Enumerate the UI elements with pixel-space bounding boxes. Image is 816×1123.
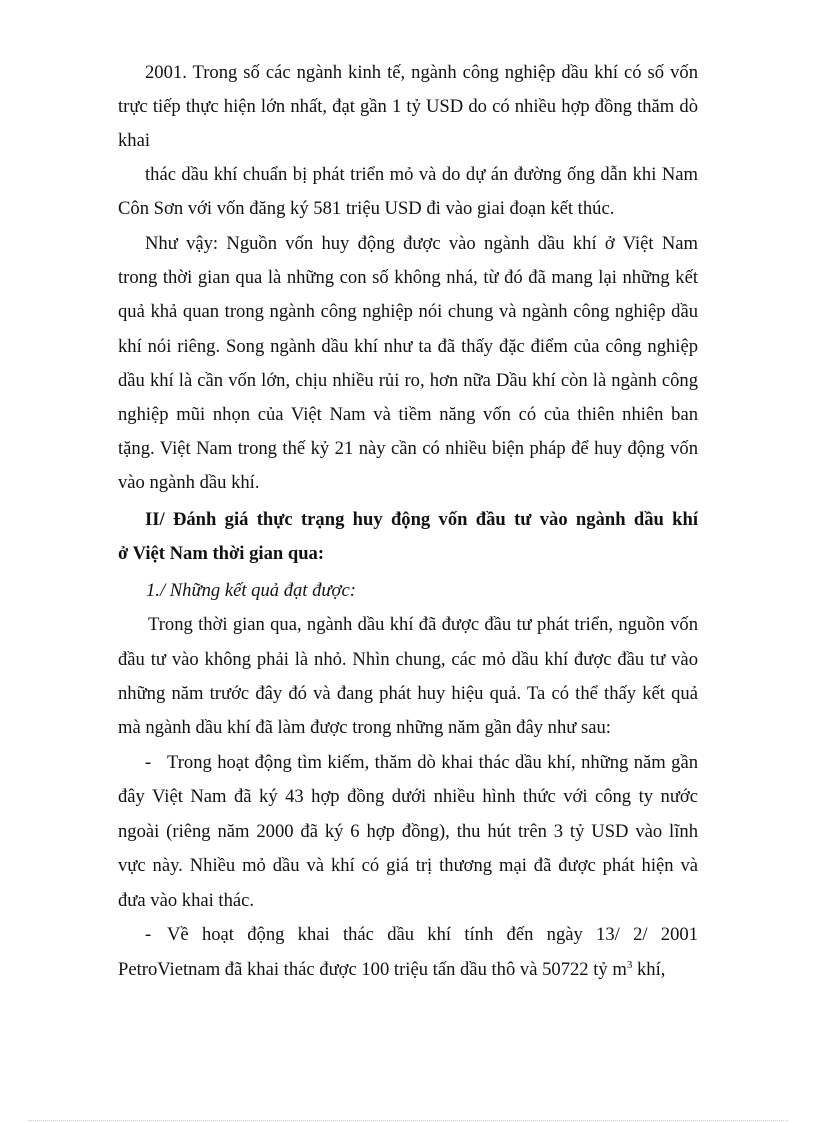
bullet-item-1-first-line bbox=[118, 746, 698, 780]
text-line-8: quả khả quan trong ngành công nghiệp nói chung và ngành công nghiệp dầu bbox=[118, 301, 698, 322]
text-line-5: Côn Sơn với vốn đăng ký 581 triệu USD đi vào giai đoạn kết thúc. bbox=[118, 198, 615, 219]
text-line-4: thác dầu khí chuẩn bị phát triển mỏ và do dự án đường ống dẫn khi Nam bbox=[145, 164, 698, 185]
text-line-9: khí nói riêng. Song ngành dầu khí như ta đã thấy đặc điểm của công nghiệp bbox=[118, 336, 698, 357]
text-line-27-main: PetroVietnam đã khai thác được 100 triệu tấn dầu thô và 50722 tỷ m bbox=[118, 959, 627, 980]
superscript-3: 3 bbox=[626, 959, 633, 971]
text-line-10: dầu khí là cần vốn lớn, chịu nhiều rủi ro, hơn nữa Dầu khí còn là ngành công bbox=[118, 370, 698, 391]
subsection-heading: 1./ Những kết quả đạt được: bbox=[146, 580, 356, 601]
bullet-dash: - bbox=[145, 752, 152, 773]
text-line-3: khai bbox=[118, 130, 151, 151]
text-line-27-tail: khí, bbox=[632, 959, 666, 980]
text-line-27 bbox=[118, 953, 698, 987]
text-line-11: nghiệp mũi nhọn của Việt Nam và tiềm năng vốn có của thiên nhiên ban bbox=[118, 404, 698, 425]
text-line-7: trong thời gian qua là những con số không nhá, từ đó đã mang lại những kết bbox=[118, 267, 698, 288]
bullet-item-1-text: Trong hoạt động tìm kiếm, thăm dò khai thác dầu khí, những năm gần bbox=[167, 752, 698, 773]
section-heading-line-2: ở Việt Nam thời gian qua: bbox=[118, 543, 325, 564]
section-heading-line-1: II/ Đánh giá thực trạng huy động vốn đầu tư vào ngành dầu khí bbox=[145, 509, 698, 530]
bullet-item-2-text: Về hoạt động khai thác dầu khí tính đến ngày 13/ 2/ 2001 bbox=[167, 924, 698, 945]
bullet-item-2-first-line bbox=[118, 918, 698, 952]
text-line-13: vào ngành dầu khí. bbox=[118, 472, 260, 493]
text-line-24: vực này. Nhiều mỏ dầu và khí có giá trị thương mại đã được phát hiện và bbox=[118, 855, 698, 876]
text-line-6: Như vậy: Nguồn vốn huy động được vào ngành dầu khí ở Việt Nam bbox=[145, 233, 698, 254]
text-line-17: Trong thời gian qua, ngành dầu khí đã được đầu tư phát triển, nguồn vốn bbox=[148, 614, 698, 635]
text-line-23: ngoài (riêng năm 2000 đã ký 6 hợp đồng), thu hút trên 3 tỷ USD vào lĩnh bbox=[118, 821, 698, 842]
text-line-1: 2001. Trong số các ngành kinh tế, ngành công nghiệp dầu khí có số vốn bbox=[145, 62, 698, 83]
text-line-25: đưa vào khai thác. bbox=[118, 890, 255, 911]
text-line-12: tặng. Việt Nam trong thế kỷ 21 này cần có nhiều biện pháp để huy động vốn bbox=[118, 438, 698, 459]
text-line-2: trực tiếp thực hiện lớn nhất, đạt gần 1 tỷ USD do có nhiều hợp đồng thăm dò bbox=[118, 96, 698, 117]
text-line-20: mà ngành dầu khí đã làm được trong những năm gần đây như sau: bbox=[118, 717, 611, 738]
page-bottom-rule bbox=[28, 1120, 788, 1121]
text-line-19: những năm trước đây đó và đang phát huy hiệu quả. Ta có thể thấy kết quả bbox=[118, 683, 698, 704]
bullet-dash: - bbox=[145, 924, 152, 945]
text-line-22: đây Việt Nam đã ký 43 hợp đồng dưới nhiều hình thức với công ty nước bbox=[118, 786, 698, 807]
text-line-18: đầu tư vào không phải là nhỏ. Nhìn chung, các mỏ dầu khí được đầu tư vào bbox=[118, 649, 698, 670]
